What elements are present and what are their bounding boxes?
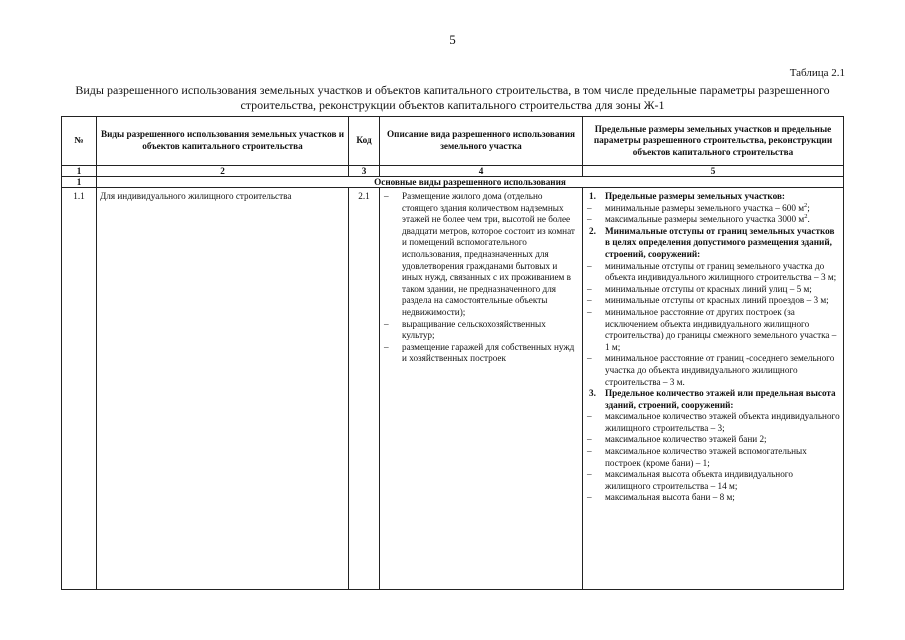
parameter-item: – минимальные отступы от красных линий проездов – 3 м; xyxy=(586,295,840,307)
parameter-item: – максимальная высота объекта индивидуального жилищного строительства – 14 м; xyxy=(586,469,840,492)
row-number: 1.1 xyxy=(62,188,97,590)
parameter-list xyxy=(586,411,840,504)
table-row xyxy=(62,188,844,590)
parameter-item: – максимальное количество этажей бани 2; xyxy=(586,434,840,446)
column-number: 5 xyxy=(583,166,844,177)
header-parameters: Предельные размеры земельных участков и предельные параметры разрешенного строительства, реконструкции объектов капитального строительства xyxy=(583,117,844,166)
parameter-block-title xyxy=(586,226,840,261)
header-use-type: Виды разрешенного использования земельных участков и объектов капитального строительства xyxy=(97,117,349,166)
parameter-block-heading: Минимальные отступы от границ земельных участков в целях определения допустимого размещения зданий, строений, сооружений: xyxy=(605,225,835,259)
parameter-item: – максимальное количество этажей объекта индивидуального жилищного строительства – 3; xyxy=(586,411,840,434)
header-code: Код xyxy=(349,117,380,166)
parameter-item: – минимальное расстояние от других построек (за исключением объекта индивидуального жилищного строительства) до границы смежного земельного участка – 1 м; xyxy=(586,307,840,353)
section-number: 1 xyxy=(62,177,97,188)
page-number: 5 xyxy=(449,32,456,47)
row-parameters xyxy=(583,188,844,590)
description-list xyxy=(383,191,579,365)
parameter-item: – минимальные отступы от границ земельного участка до объекта индивидуального жилищного строительства – 3 м; xyxy=(586,261,840,284)
description-item: – размещение гаражей для собственных нужд и хозяйственных построек xyxy=(383,342,579,365)
parameter-block-number: 1. xyxy=(589,191,596,201)
parameter-list xyxy=(586,203,840,226)
section-title: Основные виды разрешенного использования xyxy=(97,177,844,188)
column-number: 1 xyxy=(62,166,97,177)
table-header-row xyxy=(62,117,844,166)
parameter-block-heading: Предельные размеры земельных участков: xyxy=(605,191,785,201)
column-number: 2 xyxy=(97,166,349,177)
parameter-block-number: 3. xyxy=(589,388,596,399)
parameter-item: – максимальное количество этажей вспомогательных построек (кроме бани) – 1; xyxy=(586,446,840,469)
header-number: № xyxy=(62,117,97,166)
parameter-item: – минимальные отступы от красных линий улиц – 5 м; xyxy=(586,284,840,296)
parameter-item: – минимальные размеры земельного участка – 600 $м^2$; xyxy=(586,203,840,215)
row-use-type: Для индивидуального жилищного строительства xyxy=(97,188,349,590)
parameter-block-heading: Предельное количество этажей или предельная высота зданий, строений, сооружений: xyxy=(605,388,836,410)
column-number: 4 xyxy=(380,166,583,177)
document-title: Виды разрешенного использования земельных участков и объектов капитального строительства, в том числе предельные параметры разрешенного строительства, реконструкции объектов капитального строительства для зоны Ж-1 xyxy=(75,83,830,112)
row-code: 2.1 xyxy=(349,188,380,590)
parameter-block-title xyxy=(586,191,840,203)
parameter-item: – минимальное расстояние от границ -соседнего земельного участка до объекта индивидуального жилищного строительства – 3 м. xyxy=(586,353,840,388)
section-row xyxy=(62,177,844,188)
parameter-item: – максимальная высота бани – 8 м; xyxy=(586,492,840,504)
column-number: 3 xyxy=(349,166,380,177)
parameter-block-title xyxy=(586,388,840,411)
header-description: Описание вида разрешенного использования земельного участка xyxy=(380,117,583,166)
parameter-item: – максимальные размеры земельного участка 3000 $м^2$. xyxy=(586,214,840,226)
column-number-row xyxy=(62,166,844,177)
parameter-block-number: 2. xyxy=(589,225,596,236)
row-description xyxy=(380,188,583,590)
parameter-list xyxy=(586,261,840,389)
description-item: – выращивание сельскохозяйственных культур; xyxy=(383,319,579,342)
land-use-table xyxy=(61,116,844,590)
description-item: – Размещение жилого дома (отдельно стоящего здания количеством надземных этажей не более чем три, высотой не более двадцати метров, которое состоит из комнат и помещений вспомогательного использования, предназначенных для удовлетворения гражданами бытовых и иных нужд, связанных с их проживанием в таком здании, не предназначенного для раздела на самостоятельные объекты недвижимости); xyxy=(383,191,579,319)
table-label: Таблица 2.1 xyxy=(789,67,845,79)
